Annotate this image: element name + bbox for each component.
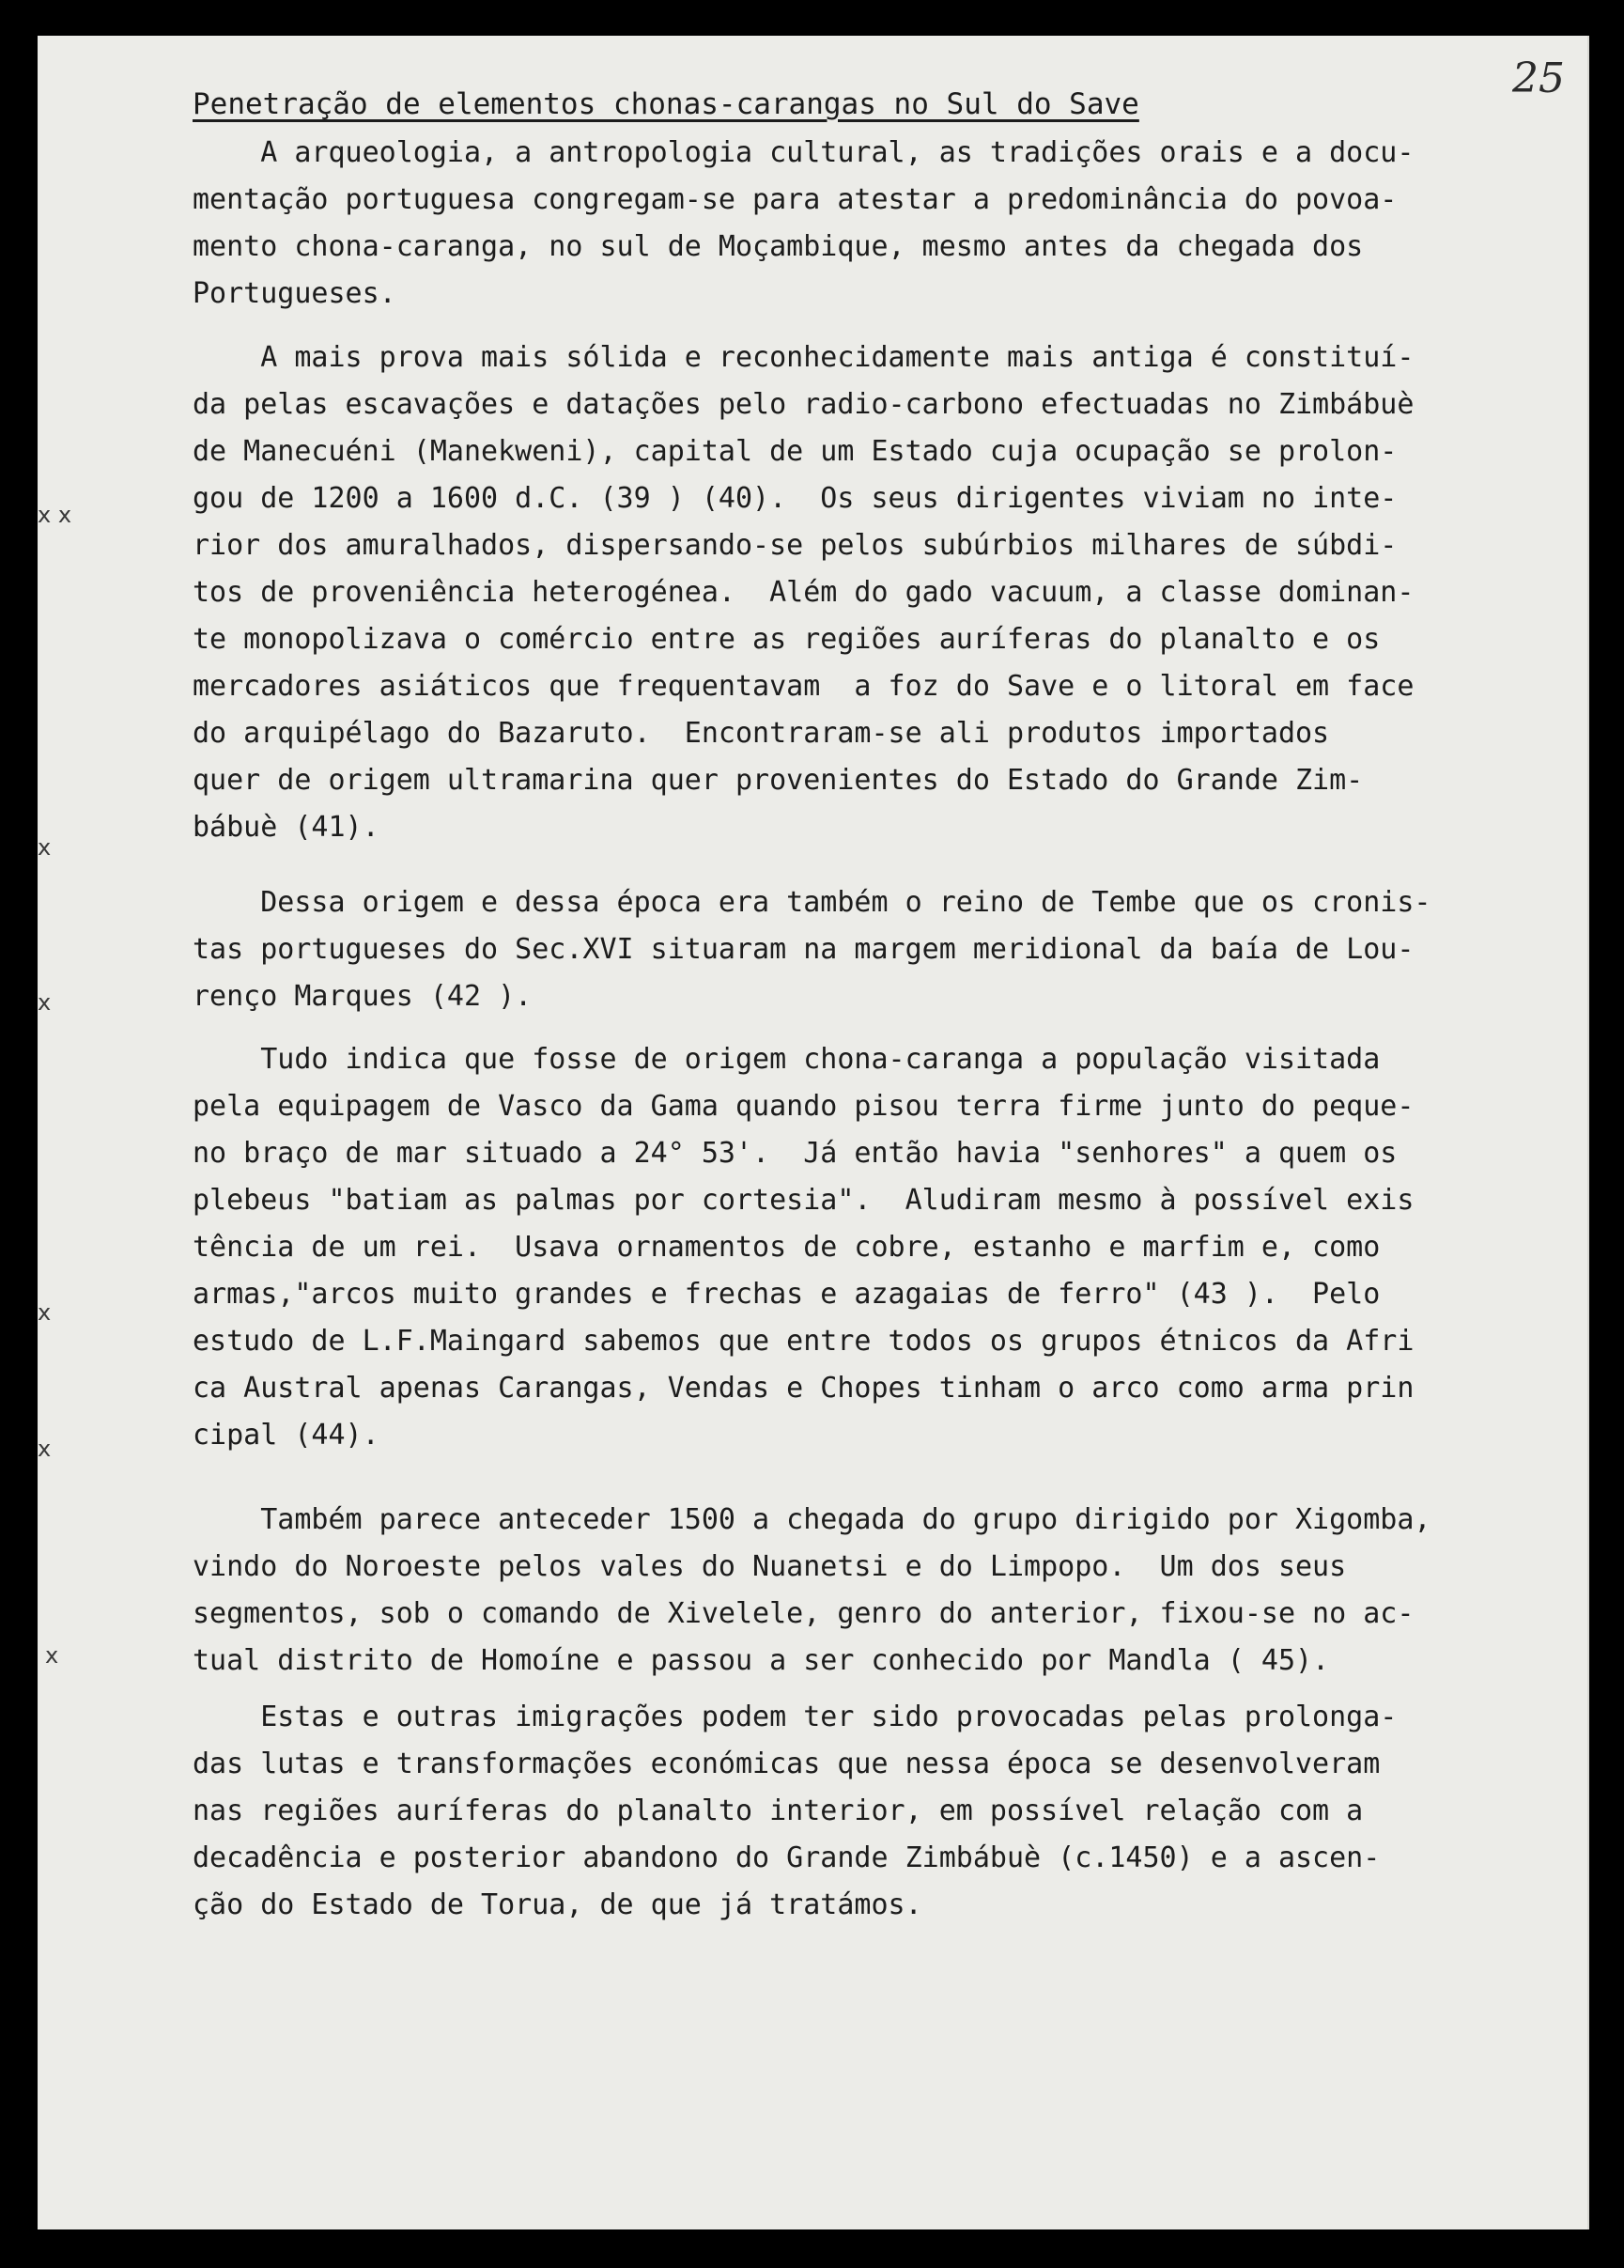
text-line: mercadores asiáticos que frequentavam a foz do Save e o litoral em face [193, 670, 1415, 703]
paragraph-2 [193, 334, 1414, 851]
text-line: gou de 1200 a 1600 d.C. (39 ) (40). Os seus dirigentes viviam no inte- [193, 482, 1398, 515]
text-line: cipal (44). [193, 1419, 379, 1452]
text-line: de Manecuéni (Manekweni), capital de um Estado cuja ocupação se prolon- [193, 435, 1398, 468]
text-line: ção do Estado de Torua, de que já tratámos. [193, 1888, 922, 1921]
text-line: segmentos, sob o comando de Xivelele, genro do anterior, fixou-se no ac- [193, 1597, 1415, 1630]
text-line: bábuè (41). [193, 811, 379, 844]
text-line: pela equipagem de Vasco da Gama quando pisou terra firme junto do peque- [193, 1090, 1415, 1123]
text-line: nas regiões auríferas do planalto interior, em possível relação com a [193, 1794, 1364, 1827]
text-line: ca Austral apenas Carangas, Vendas e Chopes tinham o arco como arma prin [193, 1372, 1415, 1405]
text-line: armas,"arcos muito grandes e frechas e azagaias de ferro" (43 ). Pelo [193, 1278, 1381, 1311]
text-line: mento chona-caranga, no sul de Moçambique, mesmo antes da chegada dos [193, 230, 1364, 263]
text-line: vindo do Noroeste pelos vales do Nuanetsi e do Limpopo. Um dos seus [193, 1550, 1347, 1583]
text-line: mentação portuguesa congregam-se para atestar a predominância do povoa- [193, 183, 1398, 216]
text-line: plebeus "batiam as palmas por cortesia". Aludiram mesmo à possível exis [193, 1184, 1415, 1217]
text-line: tência de um rei. Usava ornamentos de cobre, estanho e marfim e, como [193, 1231, 1381, 1264]
margin-mark: x [38, 834, 52, 861]
text-line: Tudo indica que fosse de origem chona-caranga a população visitada [193, 1043, 1381, 1076]
margin-mark: x [38, 1299, 52, 1326]
margin-mark: x [45, 1642, 59, 1669]
document-page [38, 36, 1589, 2229]
text-line: estudo de L.F.Maingard sabemos que entre todos os grupos étnicos da Afri [193, 1325, 1415, 1358]
margin-mark: x [38, 989, 52, 1016]
paragraph-4 [193, 1036, 1414, 1459]
text-line: quer de origem ultramarina quer provenientes do Estado do Grande Zim- [193, 764, 1364, 797]
text-line: das lutas e transformações económicas que nessa época se desenvolveram [193, 1748, 1381, 1780]
text-line: decadência e posterior abandono do Grande Zimbábuè (c.1450) e a ascen- [193, 1841, 1381, 1874]
paragraph-1 [193, 130, 1414, 318]
text-line: renço Marques (42 ). [193, 980, 533, 1013]
text-line: da pelas escavações e datações pelo radio-carbono efectuadas no Zimbábuè [193, 388, 1415, 421]
paragraph-3 [193, 879, 1431, 1020]
text-line: Também parece anteceder 1500 a chegada do grupo dirigido por Xigomba, [193, 1503, 1431, 1536]
text-line: Portugueses. [193, 277, 396, 310]
text-line: Estas e outras imigrações podem ter sido provocadas pelas prolonga- [193, 1701, 1398, 1733]
text-line: tual distrito de Homoíne e passou a ser conhecido por Mandla ( 45). [193, 1644, 1330, 1677]
text-line: tos de proveniência heterogénea. Além do gado vacuum, a classe dominan- [193, 576, 1415, 609]
paragraph-6 [193, 1694, 1397, 1929]
text-line: te monopolizava o comércio entre as regiões auríferas do planalto e os [193, 623, 1381, 656]
text-line: A mais prova mais sólida e reconhecidamente mais antiga é constituí- [193, 341, 1415, 374]
text-line: rior dos amuralhados, dispersando-se pelos subúrbios milhares de súbdi- [193, 529, 1398, 562]
margin-mark: x [38, 1436, 52, 1462]
margin-mark: x x [38, 502, 72, 528]
page-number: 25 [1512, 54, 1565, 102]
section-title: Penetração de elementos chonas-carangas no Sul do Save [193, 87, 1139, 121]
text-line: A arqueologia, a antropologia cultural, as tradições orais e a docu- [193, 136, 1415, 169]
paragraph-5 [193, 1497, 1431, 1685]
text-line: Dessa origem e dessa época era também o reino de Tembe que os cronis- [193, 886, 1431, 919]
text-line: tas portugueses do Sec.XVI situaram na margem meridional da baía de Lou- [193, 933, 1415, 966]
text-line: do arquipélago do Bazaruto. Encontraram-se ali produtos importados [193, 717, 1330, 750]
text-line: no braço de mar situado a 24° 53'. Já então havia "senhores" a quem os [193, 1137, 1398, 1170]
